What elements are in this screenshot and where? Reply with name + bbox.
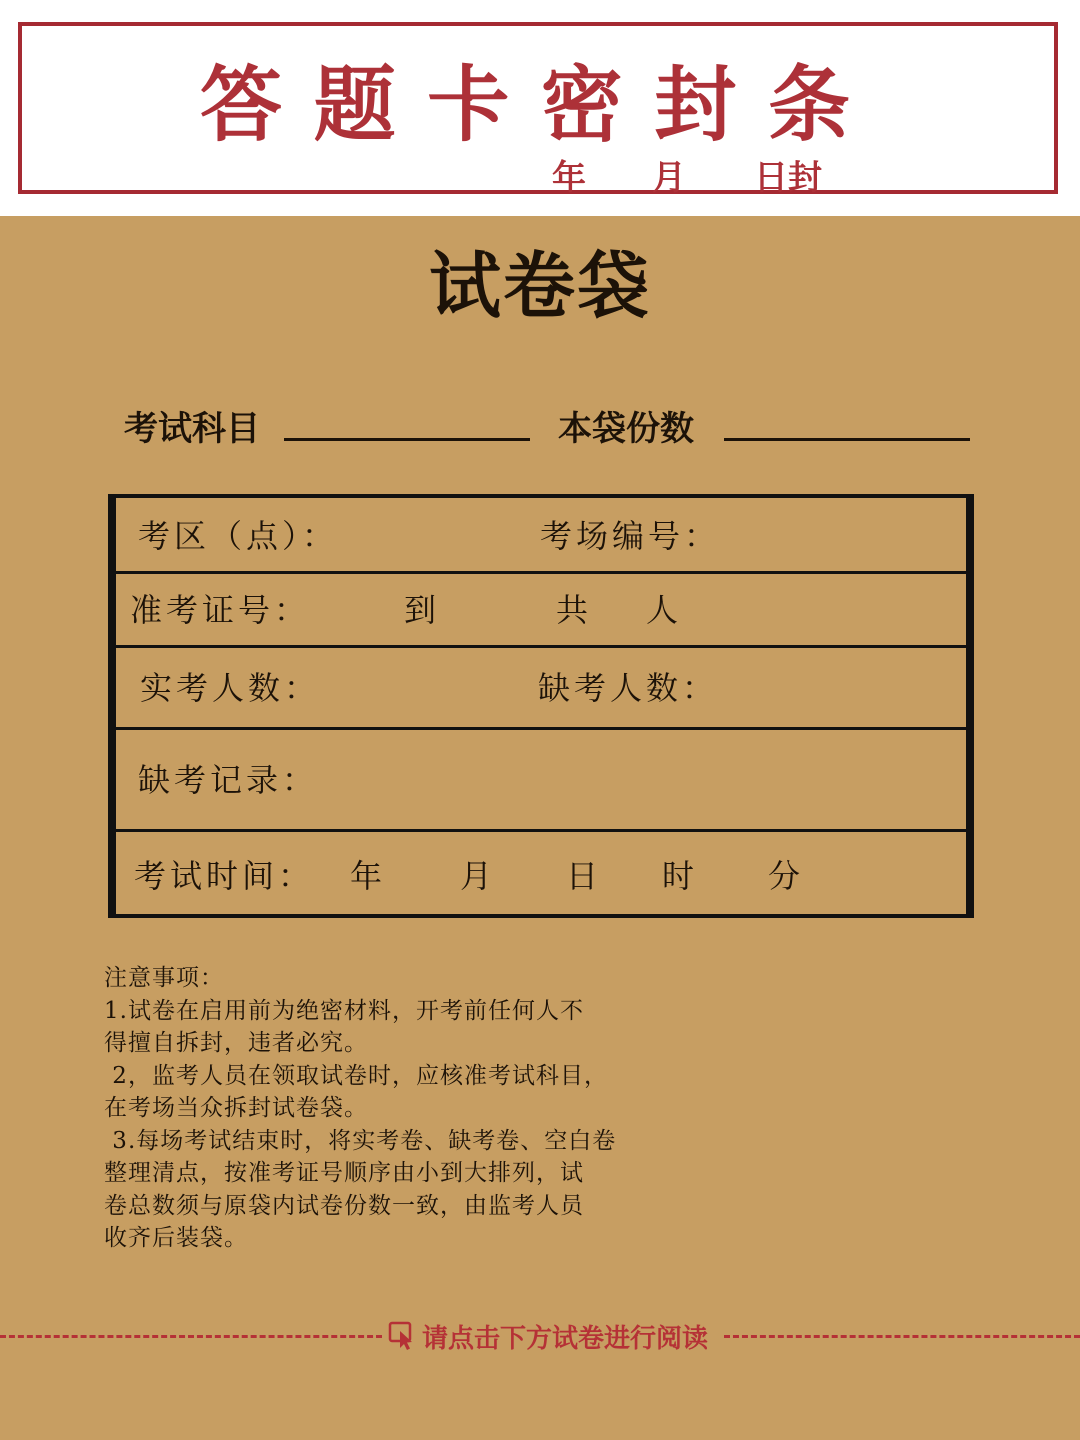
subject-label: 考试科目 [124,409,260,449]
exam-area-label: 考区（点）： [138,517,339,555]
exam-time-year: 年 [350,857,387,895]
click-cursor-icon [388,1321,418,1351]
seal-title-char: 卡 [427,57,510,153]
notes-line: 3.每场考试结束时，将实考卷、缺考卷、空白卷 [104,1127,617,1154]
seal-date-day: 日封 [754,158,822,198]
exam-time-hour: 时 [662,857,699,895]
form-row-ticket-range [116,574,966,648]
ticket-total-label: 共 [556,591,593,629]
ticket-persons-label: 人 [646,591,683,629]
exam-time-minute: 分 [768,857,805,895]
notes-section [104,962,664,1255]
form-row-attendance [116,648,966,730]
seal-title-char: 封 [654,57,737,153]
exam-time-day: 日 [566,857,603,895]
present-count-label: 实考人数： [140,669,321,707]
room-number-label: 考场编号： [540,517,721,555]
envelope-form-table [108,494,974,918]
exam-time-month: 月 [460,857,497,895]
read-prompt-bar [0,1312,1080,1360]
form-row-exam-time [116,832,966,914]
ticket-number-label: 准考证号： [130,591,311,629]
absence-record-label: 缺考记录： [138,761,319,799]
notes-line: 2，监考人员在领取试卷时，应核准考试科目， [104,1062,608,1089]
copies-label: 本袋份数 [558,409,694,449]
exam-time-label: 考试时间： [134,857,315,895]
notes-line: 收齐后装袋。 [104,1225,248,1251]
notes-line: 整理清点，按准考证号顺序由小到大排列，试 [104,1160,584,1186]
notes-line: 卷总数须与原袋内试卷份数一致，由监考人员 [104,1192,584,1219]
subject-blank[interactable] [284,438,530,441]
dashed-divider-right [724,1335,1080,1338]
seal-title-char: 条 [767,57,850,153]
read-exam-link[interactable] [388,1316,708,1356]
notes-heading: 注意事项： [104,965,224,991]
seal-title [200,50,850,160]
read-prompt-text: 请点击下方试卷进行阅读 [422,1323,709,1354]
seal-strip [0,0,1080,216]
form-row-exam-area [116,498,966,574]
notes-line: 在考场当众拆封试卷袋。 [104,1095,368,1121]
seal-date-year: 年 [552,158,586,198]
notes-line: 1.试卷在启用前为绝密材料，开考前任何人不 [104,997,584,1024]
seal-title-char: 答 [200,57,283,153]
document-title: 试卷袋 [428,243,651,328]
ticket-to-label: 到 [404,591,441,629]
dashed-divider-left [0,1335,382,1338]
seal-title-char: 密 [540,57,623,153]
seal-date-month: 月 [652,158,686,198]
seal-title-char: 题 [313,57,396,153]
notes-line: 得擅自拆封，违者必究。 [104,1030,368,1056]
copies-blank[interactable] [724,438,970,441]
absent-count-label: 缺考人数： [538,669,719,707]
form-row-absence-record [116,730,966,832]
